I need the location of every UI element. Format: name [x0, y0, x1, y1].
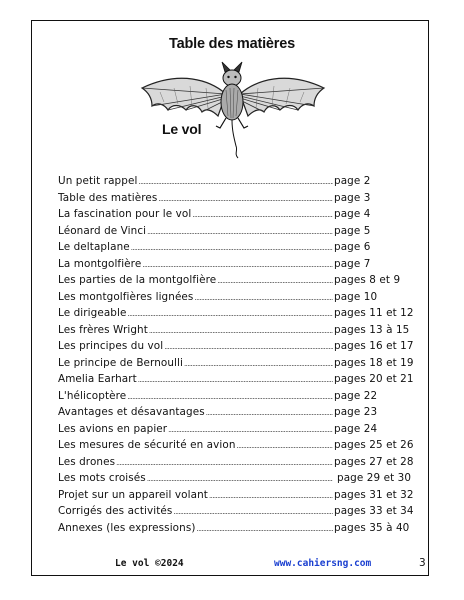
toc-label: Les mots croisés	[58, 472, 146, 484]
toc-leader-dots	[149, 327, 333, 335]
toc-leader-dots	[127, 310, 333, 318]
bat-illustration	[130, 58, 334, 162]
toc-label: Annexes (les expressions)	[58, 521, 196, 534]
toc-leader-dots	[116, 459, 333, 467]
toc-page-ref: pages 16 et 17	[334, 340, 414, 352]
toc-label: Les parties de la montgolfière	[58, 274, 217, 286]
toc-row[interactable]	[58, 406, 418, 423]
toc-label: Les drones	[58, 455, 116, 468]
toc-row[interactable]	[58, 324, 418, 341]
toc-row[interactable]	[58, 241, 418, 258]
toc-label: Les frères Wright	[58, 323, 148, 336]
toc-label: Les principes du vol	[58, 340, 164, 352]
toc-row[interactable]	[58, 225, 418, 242]
toc-page-ref: pages 13 à 15	[334, 323, 410, 336]
toc-label: L'hélicoptère	[58, 389, 127, 402]
toc-row[interactable]	[58, 175, 418, 192]
toc-row[interactable]	[58, 340, 418, 357]
toc-row[interactable]	[58, 291, 418, 308]
toc-label: Les avions en papier	[58, 422, 168, 435]
toc-label: La montgolfière	[58, 257, 142, 270]
toc-label: Table des matières	[58, 191, 158, 204]
toc-row[interactable]	[58, 192, 418, 209]
toc-page-ref: pages 31 et 32	[334, 488, 414, 501]
toc-row[interactable]	[58, 373, 418, 390]
toc-page-ref: page 10	[334, 290, 378, 303]
toc-row[interactable]	[58, 208, 418, 225]
toc-leader-dots	[209, 492, 333, 500]
toc-label: Un petit rappel	[58, 175, 138, 187]
toc-leader-dots	[131, 244, 333, 252]
toc-leader-dots	[206, 409, 333, 417]
toc-row[interactable]	[58, 522, 418, 539]
toc-label: Les mesures de sécurité en avion	[58, 439, 236, 451]
toc-row[interactable]	[58, 307, 418, 324]
toc-label: Amelia Earhart	[58, 373, 137, 385]
toc-row[interactable]	[58, 423, 418, 440]
toc-leader-dots	[197, 525, 334, 533]
toc-row[interactable]	[58, 258, 418, 275]
toc-label: Le principe de Bernoulli	[58, 356, 184, 369]
page-title: Table des matières	[169, 36, 295, 52]
toc-leader-dots	[164, 343, 333, 351]
toc-label: La fascination pour le vol	[58, 208, 192, 220]
toc-leader-dots	[237, 442, 333, 450]
illustration-caption: Le vol	[162, 121, 202, 137]
footer-title: Le vol ©2024	[115, 558, 184, 569]
toc-page-ref: page 4	[334, 208, 371, 220]
toc-leader-dots	[138, 178, 333, 186]
toc-leader-dots	[194, 294, 333, 302]
toc-page-ref: pages 35 à 40	[334, 521, 410, 534]
toc-leader-dots	[217, 277, 333, 285]
toc-label: Corrigés des activités	[58, 505, 173, 517]
toc-page-ref: page 23	[334, 406, 378, 418]
toc-page-ref: page 7	[334, 257, 371, 270]
toc-row[interactable]	[58, 357, 418, 374]
table-of-contents	[58, 175, 418, 538]
toc-page-ref: page 22	[334, 389, 378, 402]
toc-row[interactable]	[58, 390, 418, 407]
toc-row[interactable]	[58, 439, 418, 456]
toc-label: Avantages et désavantages	[58, 406, 205, 418]
toc-leader-dots	[173, 508, 333, 516]
toc-leader-dots	[127, 393, 333, 401]
page-number: 3	[419, 557, 426, 569]
toc-leader-dots	[138, 376, 333, 384]
toc-page-ref: pages 11 et 12	[334, 307, 414, 319]
toc-page-ref: pages 8 et 9	[334, 274, 401, 286]
toc-row[interactable]	[58, 274, 418, 291]
toc-row[interactable]	[58, 489, 418, 506]
toc-leader-dots	[147, 228, 333, 236]
toc-label: Léonard de Vinci	[58, 224, 147, 237]
toc-leader-dots	[147, 475, 333, 483]
toc-page-ref: page 6	[334, 241, 371, 253]
toc-label: Projet sur un appareil volant	[58, 488, 208, 501]
footer-link[interactable]: www.cahiersng.com	[274, 558, 372, 569]
toc-leader-dots	[168, 426, 333, 434]
toc-leader-dots	[142, 261, 333, 269]
toc-leader-dots	[184, 360, 333, 368]
toc-page-ref: page 24	[334, 422, 378, 435]
toc-page-ref: pages 33 et 34	[334, 505, 414, 517]
toc-leader-dots	[192, 211, 333, 219]
toc-leader-dots	[158, 195, 333, 203]
toc-label: Le deltaplane	[58, 241, 130, 253]
toc-page-ref: page 5	[334, 224, 371, 237]
toc-page-ref: pages 27 et 28	[334, 455, 414, 468]
toc-page-ref: page 3	[334, 191, 371, 204]
toc-label: Le dirigeable	[58, 307, 127, 319]
toc-page-ref: pages 20 et 21	[334, 373, 414, 385]
toc-page-ref: pages 18 et 19	[334, 356, 414, 369]
toc-row[interactable]	[58, 505, 418, 522]
toc-page-ref: page 29 et 30	[337, 472, 412, 484]
toc-row[interactable]	[58, 472, 418, 489]
toc-row[interactable]	[58, 456, 418, 473]
toc-page-ref: pages 25 et 26	[334, 439, 414, 451]
toc-page-ref: page 2	[334, 175, 371, 187]
toc-label: Les montgolfières lignées	[58, 290, 194, 303]
